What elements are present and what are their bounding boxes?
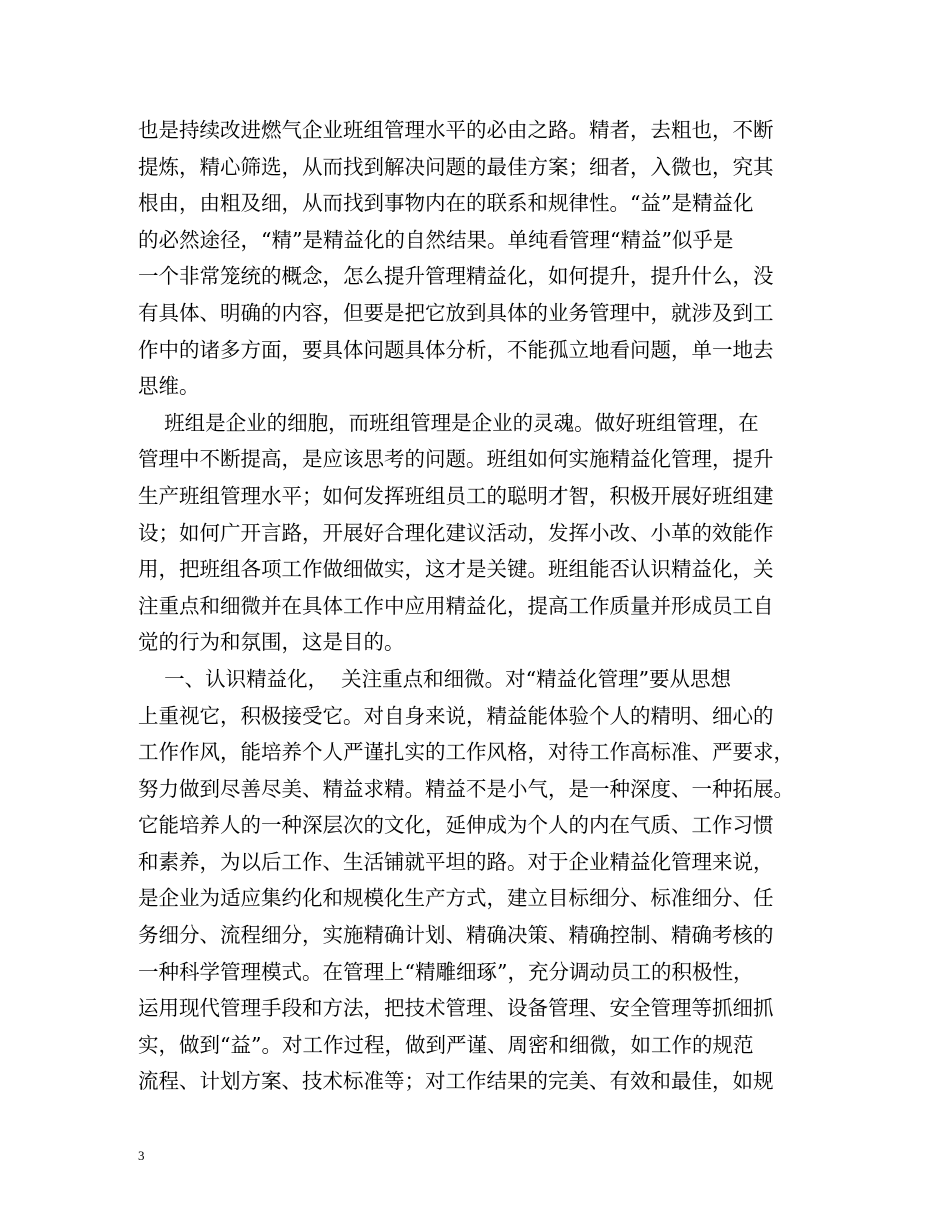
text-line: 实，做到“益”。对工作过程，做到严谨、周密和细微，如工作的规范 [138, 1032, 754, 1057]
text-line: 是企业为适应集约化和规模化生产方式，建立目标细分、标准细分、任 [138, 886, 774, 911]
text-line: 根由，由粗及细，从而找到事物内在的联系和规律性。“益”是精益化 [138, 191, 754, 216]
text-line: 觉的行为和氛围，这是目的。 [138, 630, 405, 655]
text-line: 一种科学管理模式。在管理上“精雕细琢”，充分调动员工的积极性， [138, 959, 754, 984]
text-line: 用，把班组各项工作做细做实，这才是关键。班组能否认识精益化，关 [138, 557, 774, 582]
text-line: 运用现代管理手段和方法，把技术管理、设备管理、安全管理等抓细抓 [138, 996, 774, 1021]
text-line: 一个非常笼统的概念，怎么提升管理精益化，如何提升，提升什么，没 [138, 264, 774, 289]
text-line: 提炼，精心筛选，从而找到解决问题的最佳方案；细者，入微也，究其 [138, 154, 774, 179]
text-line: 作中的诸多方面，要具体问题具体分析，不能孤立地看问题，单一地去 [138, 337, 774, 362]
text-line: 流程、计划方案、技术标准等；对工作结果的完美、有效和最佳，如规 [138, 1069, 774, 1094]
text-line: 设；如何广开言路，开展好合理化建议活动，发挥小改、小革的效能作 [138, 520, 774, 545]
document-body [138, 112, 822, 1100]
text-line: 的必然途径，“精”是精益化的自然结果。单纯看管理“精益”似乎是 [138, 227, 734, 252]
text-line: 有具体、明确的内容，但要是把它放到具体的业务管理中，就涉及到工 [138, 300, 774, 325]
text-line: 上重视它，积极接受它。对自身来说，精益能体验个人的精明、细心的 [138, 703, 774, 728]
text-line: 一、认识精益化， 关注重点和细微。对“精益化管理”要从思想 [138, 666, 732, 691]
text-line: 也是持续改进燃气企业班组管理水平的必由之路。精者，去粗也，不断 [138, 118, 774, 142]
page-number: 3 [138, 1148, 145, 1163]
text-line: 思维。 [138, 374, 200, 399]
text-line: 努力做到尽善尽美、精益求精。精益不是小气，是一种深度、一种拓展。 [138, 776, 794, 801]
text-line: 管理中不断提高，是应该思考的问题。班组如何实施精益化管理，提升 [138, 447, 774, 472]
text-line: 工作作风，能培养个人严谨扎实的工作风格，对待工作高标准、严要求， [138, 740, 794, 765]
text-line: 和素养，为以后工作、生活铺就平坦的路。对于企业精益化管理来说， [138, 849, 774, 874]
text-line: 生产班组管理水平；如何发挥班组员工的聪明才智，积极开展好班组建 [138, 483, 774, 508]
text-line: 它能培养人的一种深层次的文化，延伸成为个人的内在气质、工作习惯 [138, 813, 774, 838]
text-line: 注重点和细微并在具体工作中应用精益化，提高工作质量并形成员工自 [138, 593, 774, 618]
text-line: 班组是企业的细胞，而班组管理是企业的灵魂。做好班组管理，在 [138, 410, 759, 435]
text-line: 务细分、流程细分，实施精确计划、精确决策、精确控制、精确考核的 [138, 923, 774, 948]
